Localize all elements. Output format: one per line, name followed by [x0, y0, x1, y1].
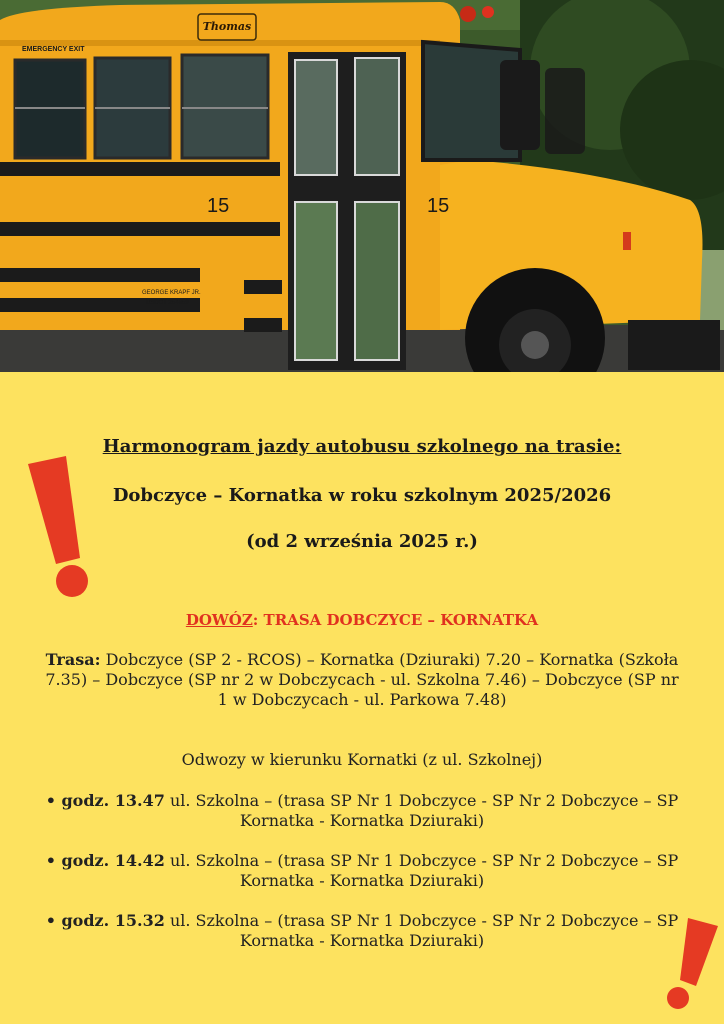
route-text: Dobczyce (SP 2 - RCOS) – Kornatka (Dziuraki) 7.20 – Kornatka (Szkoła 7.35) – Dobczyce (SP nr 2 w Dobczycach - ul. Szkolna 7.46) – Dobczyce (SP nr 1 w Dobczycach - ul. Parkowa 7.48): [45, 650, 679, 709]
exclamation-mark-icon: [26, 456, 96, 602]
return-trips-heading: Odwozy w kierunku Kornatki (z ul. Szkolnej): [181, 750, 543, 769]
route-label: Trasa:: [45, 650, 101, 669]
departure-time: • godz. 13.47: [45, 791, 165, 810]
departure-item: [40, 851, 684, 891]
departure-text: ul. Szkolna – (trasa SP Nr 1 Dobczyce - SP Nr 2 Dobczyce – SP Kornatka - Kornatka Dziuraki): [164, 851, 679, 890]
schedule-start-date: (od 2 września 2025 r.): [246, 531, 478, 552]
departure-item: [40, 791, 684, 831]
route-description: [40, 650, 684, 710]
departure-time: • godz. 14.42: [45, 851, 165, 870]
departure-text: ul. Szkolna – (trasa SP Nr 1 Dobczyce - SP Nr 2 Dobczyce – SP Kornatka - Kornatka Dziuraki): [164, 911, 679, 950]
section-heading-underlined: DOWÓZ: [185, 611, 253, 629]
emergency-exit-label: EMERGENCY EXIT: [22, 46, 85, 53]
school-bus-photo: [0, 0, 724, 372]
bus-number-side: 15: [207, 195, 230, 217]
departure-text: ul. Szkolna – (trasa SP Nr 1 Dobczyce - SP Nr 2 Dobczyce – SP Kornatka - Kornatka Dziuraki): [164, 791, 679, 830]
departure-time: • godz. 15.32: [45, 911, 165, 930]
section-heading: [0, 611, 724, 629]
school-bus-illustration: [0, 0, 724, 372]
bus-number-front: 15: [427, 195, 450, 217]
schedule-title: Harmonogram jazdy autobusu szkolnego na trasie:: [102, 436, 622, 457]
section-heading-rest: : TRASA DOBCZYCE – KORNATKA: [252, 611, 539, 629]
bus-usdot-label: USDOT 254859: [146, 300, 189, 306]
schedule-content: [0, 372, 724, 1024]
bus-brand-logo: Thomas: [202, 20, 252, 33]
schedule-route-title: Dobczyce – Kornatka w roku szkolnym 2025/2026: [112, 485, 612, 506]
departure-item: [40, 911, 684, 951]
bus-owner-label: GEORGE KRAPF JR.: [142, 290, 201, 296]
